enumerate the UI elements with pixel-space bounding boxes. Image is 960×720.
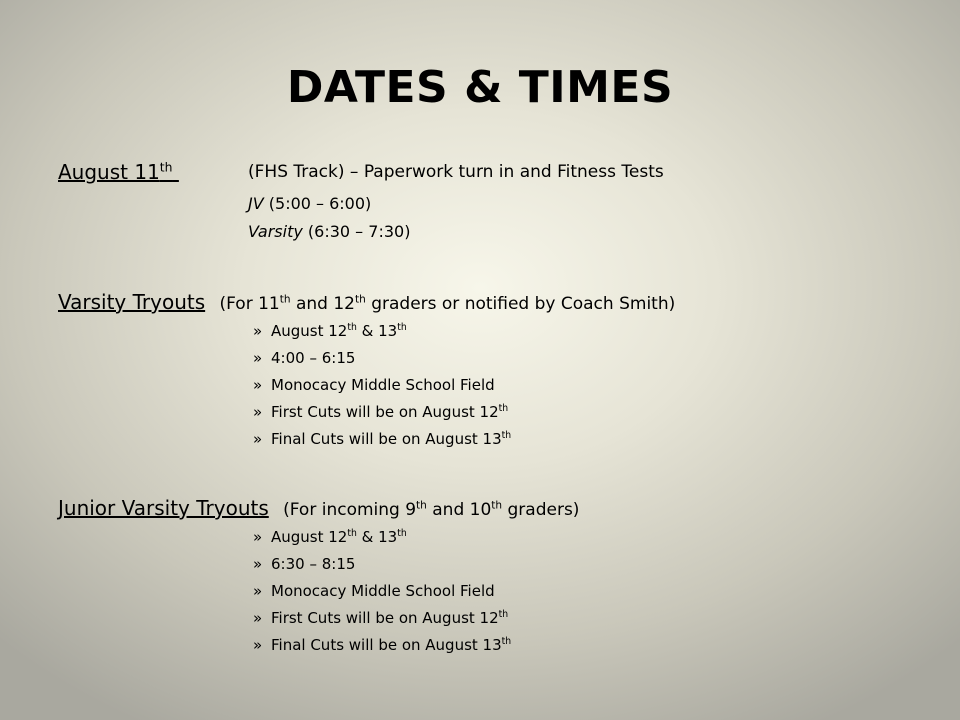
varsity-time: (6:30 – 7:30) — [307, 222, 411, 241]
bullet-sup: th — [498, 609, 509, 620]
varsity-bullet-first-cuts — [253, 403, 508, 421]
jv-bullet-first-cuts — [253, 609, 508, 627]
bullet-mark: » — [253, 430, 263, 448]
august11-heading-sup: th — [159, 159, 173, 175]
bullet-text: First Cuts will be on August 12 — [271, 609, 499, 627]
jv-note-prefix: (For incoming 9 — [283, 500, 417, 520]
bullet-text: Final Cuts will be on August 13 — [271, 430, 502, 448]
bullet-text: 4:00 – 6:15 — [271, 349, 356, 367]
jv-note — [283, 500, 579, 520]
bullet-mark: » — [253, 555, 263, 573]
bullet-mark: » — [253, 376, 263, 394]
bullet-sup: th — [498, 403, 509, 414]
august11-varsity-line — [248, 222, 410, 241]
varsity-label: Varsity — [248, 222, 303, 241]
jv-label: JV — [248, 194, 264, 213]
jv-note-sup1: th — [416, 499, 427, 512]
varsity-note — [220, 294, 676, 314]
bullet-sup: th — [397, 322, 407, 333]
august11-jv-line — [248, 194, 371, 213]
bullet-mark: » — [253, 403, 263, 421]
bullet-text: August 12 — [271, 528, 348, 546]
bullet-mark: » — [253, 322, 263, 340]
bullet-text: Monocacy Middle School Field — [271, 582, 495, 600]
bullet-mark: » — [253, 609, 263, 627]
bullet-mark: » — [253, 528, 263, 546]
bullet-sup: th — [397, 528, 407, 539]
bullet-text: 6:30 – 8:15 — [271, 555, 356, 573]
slide-title: DATES & TIMES — [286, 62, 674, 113]
bullet-text: Monocacy Middle School Field — [271, 376, 495, 394]
bullet-text: August 12 — [271, 322, 348, 340]
jv-bullet-dates — [253, 528, 407, 546]
jv-bullet-final-cuts — [253, 636, 511, 654]
jv-heading: Junior Varsity Tryouts — [58, 496, 269, 520]
jv-bullet-time — [253, 555, 355, 573]
bullet-sup: th — [501, 430, 512, 441]
varsity-note-sup2: th — [354, 293, 366, 306]
august11-heading — [58, 160, 179, 184]
bullet-sup: th — [347, 322, 357, 333]
jv-note-sup2: th — [491, 499, 503, 512]
august11-note: (FHS Track) – Paperwork turn in and Fitness Tests — [248, 162, 664, 182]
varsity-note-suffix: graders or notified by Coach Smith) — [365, 294, 676, 314]
jv-time: (5:00 – 6:00) — [268, 194, 372, 213]
bullet-mark: » — [253, 636, 263, 654]
varsity-bullet-time — [253, 349, 355, 367]
august11-heading-text: August 11 — [58, 160, 160, 184]
varsity-note-sup1: th — [279, 293, 291, 306]
bullet-text: First Cuts will be on August 12 — [271, 403, 499, 421]
jv-bullet-location — [253, 582, 495, 600]
bullet-sup: th — [347, 528, 357, 539]
bullet-mark: » — [253, 349, 263, 367]
varsity-bullet-location — [253, 376, 495, 394]
varsity-note-prefix: (For 11 — [219, 294, 280, 314]
jv-note-mid: and 10 — [426, 500, 492, 520]
bullet-text: & 13 — [356, 322, 398, 340]
varsity-heading-line — [58, 290, 675, 314]
bullet-mark: » — [253, 582, 263, 600]
jv-heading-line — [58, 496, 579, 520]
varsity-bullet-final-cuts — [253, 430, 511, 448]
august11-heading-line — [58, 159, 664, 184]
bullet-sup: th — [501, 636, 512, 647]
bullet-text: & 13 — [356, 528, 398, 546]
varsity-bullet-dates — [253, 322, 407, 340]
jv-note-suffix: graders) — [502, 500, 580, 520]
varsity-note-mid: and 12 — [290, 294, 355, 314]
varsity-heading: Varsity Tryouts — [58, 290, 206, 314]
bullet-text: Final Cuts will be on August 13 — [271, 636, 502, 654]
